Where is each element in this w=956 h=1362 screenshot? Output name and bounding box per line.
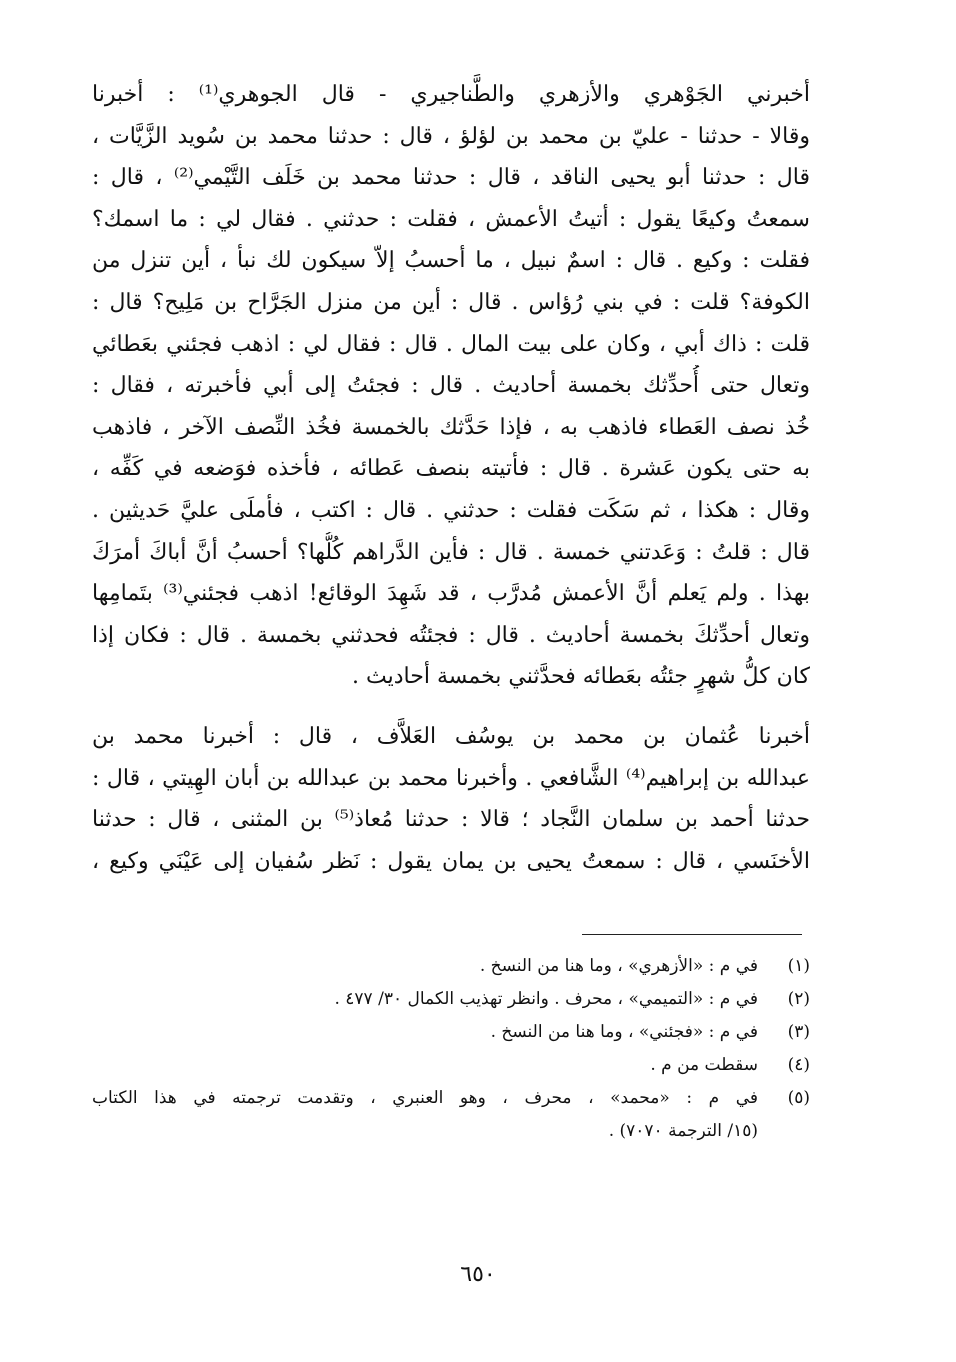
text-line: وتعال حتى أُحدِّثك بخمسة أحاديث . قال : فجئتُ إلى أبي فأخبرته ، فقال :	[92, 373, 810, 399]
footnote-number: (٢)	[787, 989, 810, 1009]
footnote-line: في م : «فجئني» ، وما هنا من النسخ .	[490, 1022, 758, 1042]
text-line: وقال : هكذا ، ثم سَكَت فقلت : حدثني . قال : اكتب ، فأملَى عليَّ حَديثين .	[92, 497, 810, 523]
text-line: بهذا . ولم يَعلم أنَّ الأعمش مُدرَّب ، قد شَهِدَ الوقائع! اذهب فجئني⁽³⁾ بتَمامِها	[92, 581, 810, 607]
text-line: وتعال أحدِّثكَ بخمسة أحاديث . قال : فجئتُه فحدثني بخمسة . قال : فكان إذا	[92, 622, 810, 648]
text-line: قال : قلتُ : وَعَدتني خمسة . قال : فأين الدَّراهم كُلُّها؟ أحسبُ أنَّ أباكَ أمرَكَ	[92, 539, 810, 565]
footnotes	[92, 950, 810, 1148]
footnote-text	[92, 950, 758, 983]
footnote	[92, 1016, 810, 1049]
footnote-divider	[582, 934, 802, 935]
paragraph	[92, 716, 810, 882]
footnote-line: (١٥/ الترجمة ٧٠٧٠) .	[608, 1121, 758, 1141]
paragraph	[92, 74, 810, 698]
footnote-number: (٤)	[787, 1055, 810, 1075]
text-line: عبدالله بن إبراهيم⁽⁴⁾ الشَّافعي . وأخبرنا محمد بن عبدالله بن أبان الهِيتي ، قال :	[92, 765, 810, 791]
text-line: حدثنا أحمد بن سلمان النَّجاد ؛ قالا : حدثنا مُعاذ⁽⁵⁾ بن المثنى ، قال : حدثنا	[92, 807, 810, 833]
footnote	[92, 1049, 810, 1082]
footnote-text	[92, 1016, 758, 1049]
text-line: سمعتُ وكيعًا يقول : أتيتُ الأعمش ، فقلت : حدثني . فقال لي : ما اسمك؟	[92, 206, 810, 232]
footnote	[92, 950, 810, 983]
footnote-text	[92, 1082, 758, 1148]
text-line: قلت : ذاك أبي ، وكان على بيت المال . قال : فقال لي : اذهب فجئني بعَطائي	[92, 331, 810, 357]
text-line: أخبرني الجَوْهري والأزهري والطَّناجيري - قال الجوهري⁽¹⁾ : أخبرنا	[92, 82, 810, 107]
text-line: الأخنَسي ، قال : سمعتُ يحيى بن يمان يقول : نَظر سُفيان إلى عَيْنَي وكيع ،	[92, 848, 810, 874]
text-line: فقلت : وكيع . قال : اسمٌ نبيل ، ما أحسبُ إلاّ سيكون لك نبأ ، أين تنزل من	[92, 248, 810, 274]
main-text	[92, 74, 810, 882]
text-line: أخبرنا عُثمان بن محمد بن يوسُف العَلاَّف ، قال : أخبرنا محمد بن	[92, 723, 810, 749]
footnote-number: (٣)	[787, 1022, 810, 1042]
text-line: الكوفة؟ قلت : في بني رُؤاس . قال : أين من منزل الجَرَّاح بن مَلِيح؟ قال :	[92, 289, 810, 315]
paragraph-gap	[92, 698, 810, 716]
text-line: وقالا - حدثنا - عليّ بن محمد بن لؤلؤ ، قال : حدثنا محمد بن سُويد الزَّيَّات ،	[92, 123, 810, 149]
text-line: خُذ نصف العَطاء فاذهب به ، فإذا حَدَّثك بالخمسة فخُذ النِّصف الآخر ، فاذهب	[92, 414, 810, 440]
text-line: قال : حدثنا أبو يحيى الناقد ، قال : حدثنا محمد بن خَلَف التَّيْمي⁽²⁾ ، قال :	[92, 165, 810, 191]
text-line: كان كلُّ شهرٍ جئتُه بعَطائه فحدَّثني بخمسة أحاديث .	[352, 664, 810, 690]
footnote-line: في م : «التميمي» ، محرف . وانظر تهذيب الكمال ٣٠/ ٤٧٧ .	[334, 989, 758, 1009]
footnote-line: في م : «محمد» ، محرف ، وهو العنبري ، وتقدمت ترجمته في هذا الكتاب	[92, 1088, 758, 1108]
footnote-text	[92, 1049, 758, 1082]
footnote-number: (١)	[787, 956, 810, 976]
footnote-line: سقطت من م .	[650, 1055, 758, 1075]
footnote	[92, 1082, 810, 1148]
footnote-line: في م : «الأزهري» ، وما هنا من النسخ .	[479, 956, 758, 976]
page-number: ٦٥٠	[460, 1262, 496, 1287]
footnote-number: (٥)	[787, 1088, 810, 1108]
footnote	[92, 983, 810, 1016]
text-line: به حتى يكون عَشرة . قال : فأتيته بنصف عَطائه ، فأخذه فوَضعه في كَفِّه ،	[92, 456, 810, 482]
footnote-text	[92, 983, 758, 1016]
